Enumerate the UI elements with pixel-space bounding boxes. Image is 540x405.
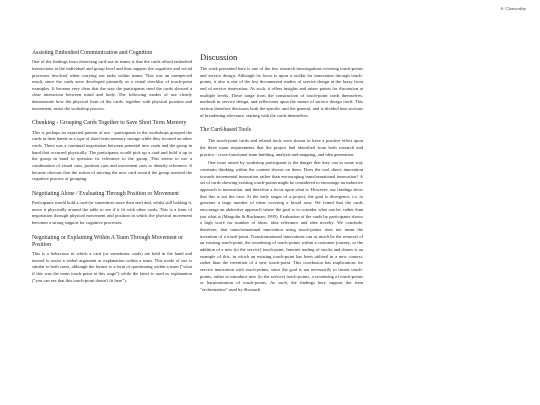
section-heading: Negotiating or Explaining Within A Team Through Movement or Position — [32, 234, 184, 248]
body-paragraph: One of the findings from observing card-use in teams is that the cards afford embodied interactions at the individual and group level and thus support the cognitive and social processes involved when carrying out tasks within teams. This was an unexpected result, since the cards were developed primarily as a visual checklist of touch-point examples. It became very clear that the way the participants used the cards showed a clear interaction between mind and body. The following modes of use clearly demonstrate how the physical form of the cards, together with physical position and movement, assist the workshop process. — [32, 59, 192, 111]
body-paragraph: The touch-point cards and related tools were shown to have a positive effect upon the three main requirements that the project had identified from both research and practice - cross-functional team building, analysis and mapping, and idea generation. — [200, 138, 363, 157]
body-paragraph: One issue raised by workshop participants is the danger that they can in some way constrain thinking within the content shown on them. Does the tool direct innovation towards incremental innovation rather than encouraging transformational innovation? A set of cards showing existing touch-points might be considered to encourage an inductive approach to innovation, and therefore a focus upon what is. However, our findings show that this is not the case. At the early stages of a project, the goal is divergence, i.e. to generate a large number of ideas covering a broad area. We found that the cards encourage an abductive approach where the goal is to consider what can be, rather than just what is (Margolin & Buchanan, 1995). Evaluation of the cards by participants shows a high score for number of ideas, idea relevance and idea novelty. We conclude, therefore, that transformational innovation using touch-points does not mean the invention of a touch-point. Transformational innovations can as much be the removal of an existing touch-point, the reordering of touch-points within a customer journey, or the addition of a new (to the service) touch-point. Internet trading of stocks and shares is an example of this, in which an existing touch-point has been utilised in a new context, rather than the invention of a new touch-point. This conclusion has implications for service innovation with touch-points, since the goal is not necessarily to invent touch-points, rather to introduce new (to the service) touch-points, a reordering of touch-points or harmonisation of touch-points. As such, the findings here support the term "orchestration" used by Shostack — [200, 160, 363, 292]
section-heading: Chunking - Grouping Cards Together to Save Short Term Memory — [32, 120, 187, 127]
body-paragraph: This is a behaviour in which a card (or sometimes cards) are held in the hand and moved to assist a verbal argument or explanation within a team. This mode of use is similar to both cases, although the former is a form of questioning within a team ("what if this was the main touch-point at this stage") while the latter is used as explanation ("you can see that this touch-point doesn't fit here"). — [32, 251, 192, 283]
body-paragraph: The work presented here is one of the few research investigations covering touch-points and service design. Although its focus is upon a toolkit for innovation through touch-points, it also is one of the few documented studies of service design at the fuzzy front end of service innovation. As such, it offers insights and raises points for discussion at multiple levels. These range from the construction of touch-point cards themselves, methods in service design, and reflections upon the nature of service design itself. This section therefore discusses both the specific and the general, and is divided into sections of broadening relevance, starting with the cards themselves. — [200, 66, 363, 118]
left-text-column — [32, 50, 192, 405]
section-heading: The Card-based Tools — [200, 127, 252, 134]
running-header-author: S. Clatworthy — [500, 6, 526, 11]
section-heading: Negotiating Alone / Evaluating Through Position or Movement — [32, 190, 179, 197]
main-section-heading: Discussion — [200, 52, 238, 62]
body-paragraph: This is perhaps an expected pattern of use - participants in the workshops grouped the cards in their hands as a type of short-term memory storage while they focused on other cards. There was a continual negotiation between potential new cards and the group in hand that occurred physically. The participants would pick up a card and hold it up to the group in hand to question its relevance to the group. This seems to use a combination of visual cues, position cues and movement cues to identify relevance. It became obvious that the action of moving the new card toward the group assisted the cognitive process of grouping. — [32, 129, 192, 182]
right-text-column — [200, 50, 363, 405]
section-heading: Assisting Embodied Communication and Cognition — [32, 50, 153, 56]
body-paragraph: Participants would hold a card (or sometimes more than one) and, whilst still holding it, move it physically around the table to see if it fit with other cards. This is a form of negotiation through physical movement and position in which the physical movement becomes a strong support for cognitive processes. — [32, 200, 192, 226]
